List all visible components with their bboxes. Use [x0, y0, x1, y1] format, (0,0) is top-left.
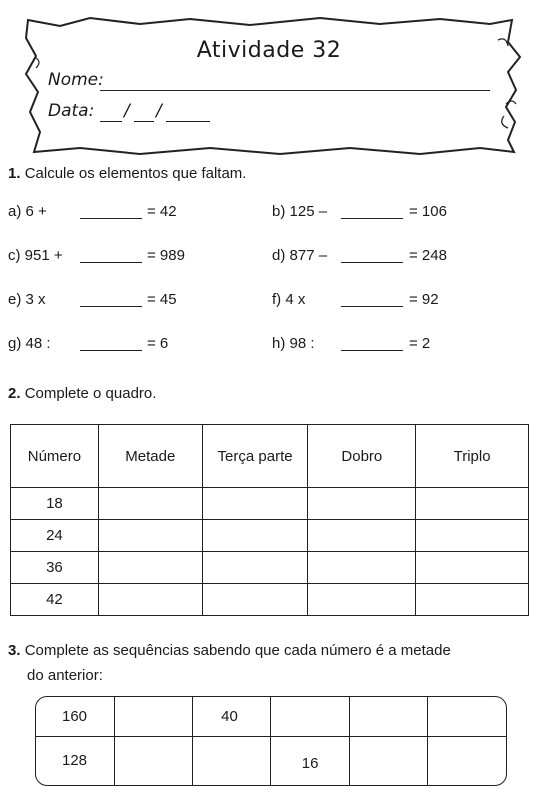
question-2-number: 2.	[8, 385, 21, 402]
q1-item-e-blank[interactable]	[80, 306, 142, 307]
date-month-line	[134, 121, 154, 122]
sequence-cell: 128	[36, 736, 114, 785]
header-dobro: Dobro	[308, 425, 416, 488]
header-numero: Número	[11, 425, 99, 488]
q1-item-e-result: = 45	[147, 291, 177, 308]
q1-item-h-result: = 2	[409, 335, 431, 352]
sequence-grid	[35, 696, 507, 786]
sequence-cell[interactable]	[428, 697, 506, 736]
q1-item-b-blank[interactable]	[341, 218, 403, 219]
answer-cell[interactable]	[202, 584, 308, 616]
q1-item-a-blank[interactable]	[80, 218, 142, 219]
table-row	[11, 520, 529, 552]
date-year-line	[166, 121, 210, 122]
sequence-cell: 16	[271, 736, 349, 785]
answer-cell[interactable]	[416, 552, 529, 584]
header-terca-parte: Terça parte	[202, 425, 308, 488]
answer-cell[interactable]	[98, 520, 202, 552]
table-row	[11, 552, 529, 584]
q1-item-h-blank[interactable]	[341, 350, 403, 351]
sequence-row	[36, 697, 506, 736]
q1-item-d-label: d) 877 –	[272, 247, 328, 264]
sequence-cell[interactable]	[193, 736, 271, 785]
date-label: Data:	[48, 101, 95, 121]
q1-item-a-label: a) 6 +	[8, 203, 47, 220]
answer-cell[interactable]	[98, 488, 202, 520]
answer-cell[interactable]	[202, 520, 308, 552]
row-number: 42	[11, 584, 99, 616]
q1-item-e-label: e) 3 x	[8, 291, 46, 308]
q1-item-b-label: b) 125 –	[272, 203, 328, 220]
answer-cell[interactable]	[416, 520, 529, 552]
answer-cell[interactable]	[308, 520, 416, 552]
question-2-heading	[8, 384, 156, 404]
question-3-text-line1: Complete as sequências sabendo que cada número é a metade	[24, 642, 451, 659]
answer-cell[interactable]	[308, 488, 416, 520]
q1-item-g-label: g) 48 :	[8, 335, 51, 352]
row-number: 36	[11, 552, 99, 584]
question-1-heading	[8, 164, 246, 184]
sequence-cell: 160	[36, 697, 114, 736]
q1-item-d-result: = 248	[409, 247, 447, 264]
q1-item-c-blank[interactable]	[80, 262, 142, 263]
answer-cell[interactable]	[98, 584, 202, 616]
date-separator-2: /	[156, 101, 162, 121]
q1-item-g-blank[interactable]	[80, 350, 142, 351]
answer-cell[interactable]	[98, 552, 202, 584]
question-2-text: Complete o quadro.	[24, 385, 157, 402]
header-metade: Metade	[98, 425, 202, 488]
answer-cell[interactable]	[416, 488, 529, 520]
q1-item-f-result: = 92	[409, 291, 439, 308]
answer-cell[interactable]	[202, 552, 308, 584]
worksheet-title: Atividade 32	[196, 38, 342, 63]
fractions-table	[10, 424, 529, 616]
row-number: 18	[11, 488, 99, 520]
question-3-text-line2: do anterior:	[27, 667, 103, 684]
question-1-text: Calcule os elementos que faltam.	[24, 165, 247, 182]
sequence-row	[36, 736, 506, 785]
q1-item-a-result: = 42	[147, 203, 177, 220]
q1-item-b-result: = 106	[409, 203, 447, 220]
sequence-cell[interactable]	[114, 736, 192, 785]
sequence-cell[interactable]	[114, 697, 192, 736]
sequence-cell: 40	[193, 697, 271, 736]
sequence-cell[interactable]	[349, 697, 427, 736]
answer-cell[interactable]	[308, 584, 416, 616]
question-3-number: 3.	[8, 642, 21, 659]
q1-item-f-blank[interactable]	[341, 306, 403, 307]
q1-item-h-label: h) 98 :	[272, 335, 315, 352]
table-header-row	[11, 425, 529, 488]
q1-item-c-label: c) 951 +	[8, 247, 63, 264]
answer-cell[interactable]	[202, 488, 308, 520]
question-3-heading	[8, 641, 451, 661]
sequence-cell[interactable]	[349, 736, 427, 785]
header-triplo: Triplo	[416, 425, 529, 488]
answer-cell[interactable]	[308, 552, 416, 584]
table-row	[11, 584, 529, 616]
name-label: Nome:	[48, 70, 104, 90]
q1-item-d-blank[interactable]	[341, 262, 403, 263]
answer-cell[interactable]	[416, 584, 529, 616]
sequence-cell[interactable]	[428, 736, 506, 785]
table-row	[11, 488, 529, 520]
sequence-cell[interactable]	[271, 697, 349, 736]
q1-item-f-label: f) 4 x	[272, 291, 306, 308]
question-1-number: 1.	[8, 165, 21, 182]
date-day-line	[100, 121, 122, 122]
name-line	[100, 90, 490, 91]
row-number: 24	[11, 520, 99, 552]
q1-item-c-result: = 989	[147, 247, 185, 264]
date-separator-1: /	[124, 101, 130, 121]
q1-item-g-result: = 6	[147, 335, 169, 352]
